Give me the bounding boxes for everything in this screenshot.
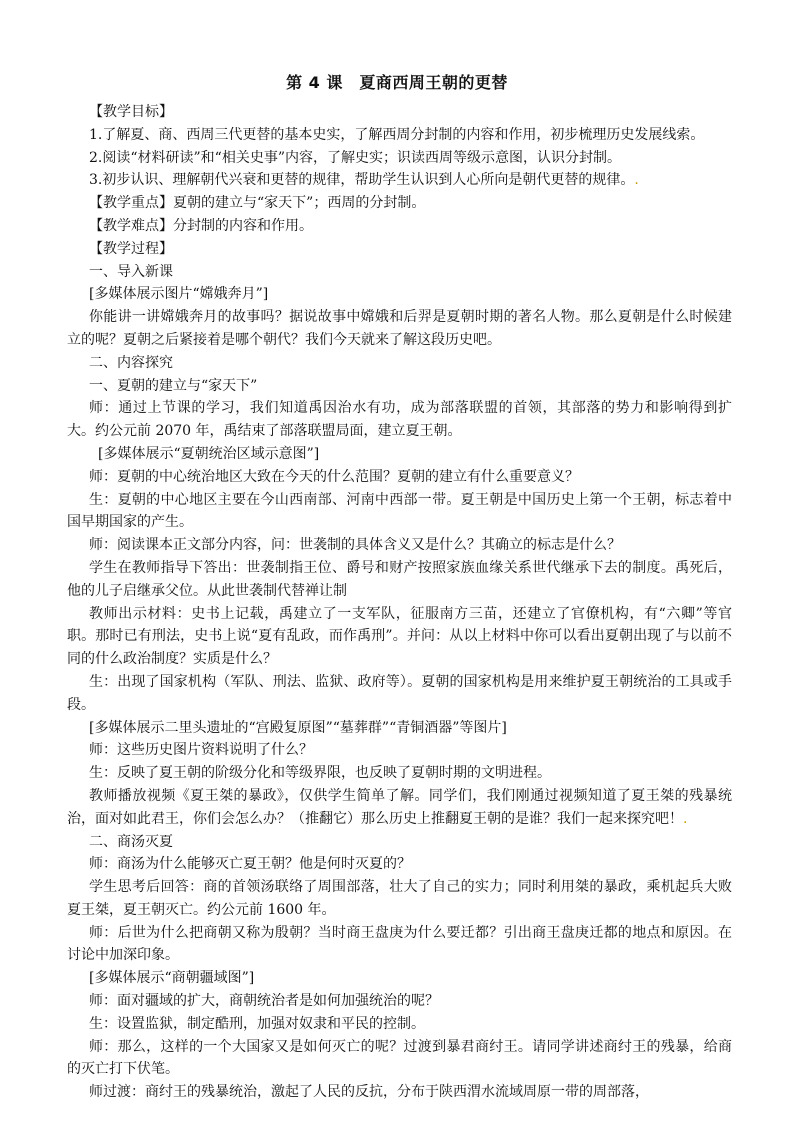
media-note: [多媒体展示二里头遗址的“宫殿复原图”“墓葬群”“青铜酒器”等图片] bbox=[89, 719, 507, 736]
paragraph: 学生思考后回答：商的首领汤联络了周围部落，壮大了自己的实力；同时利用桀的暴政，乘机起兵大败夏王桀，夏王朝灭亡。约公元前 1600 年。 bbox=[67, 879, 732, 918]
paragraph: 师：这些历史图片资料说明了什么？ bbox=[89, 742, 313, 759]
objective-2: 2.阅读“材料研读”和“相关史事”内容，了解史实；识读西周等级示意图，认识分封制。 bbox=[89, 149, 621, 166]
stray-mark: . bbox=[634, 172, 639, 189]
objective-1: 1.了解夏、商、西周三代更替的基本史实，了解西周分封制的内容和作用，初步梳理历史发展线索。 bbox=[89, 126, 705, 143]
media-note: [多媒体展示图片“嫦娥奔月”] bbox=[89, 286, 269, 303]
subheading-intro: 一、导入新课 bbox=[89, 263, 173, 280]
paragraph: 教师播放视频《夏王桀的暴政》，仅供学生简单了解。同学们，我们刚通过视频知道了夏王桀的残暴统治，面对如此君王，你们会怎么办？（推翻它）那么历史上推翻夏王朝的是谁？我们一起来探究吧！. bbox=[67, 787, 732, 827]
paragraph: 师过渡：商纣王的残暴统治，激起了人民的反抗，分布于陕西渭水流域周原一带的周部落， bbox=[89, 1084, 649, 1101]
difficult-points: 【教学难点】分封制的内容和作用。 bbox=[89, 217, 313, 234]
paragraph: 师：通过上节课的学习，我们知道禹因治水有功，成为部落联盟的首领，其部落的势力和影响得到扩大。约公元前 2070 年，禹结束了部落联盟局面，建立夏王朝。 bbox=[67, 400, 732, 440]
paragraph: 生：夏朝的中心地区主要在今山西南部、河南中西部一带。夏王朝是中国历史上第一个王朝，标志着中国早期国家的产生。 bbox=[67, 491, 732, 531]
paragraph: 你能讲一讲嫦娥奔月的故事吗？据说故事中嫦娥和后羿是夏朝时期的著名人物。那么夏朝是什么时候建立的呢？夏朝之后紧接着是哪个朝代？我们今天就来了解这段历史吧。 bbox=[67, 309, 732, 348]
key-points: 【教学重点】夏朝的建立与“家天下”；西周的分封制。 bbox=[89, 195, 426, 212]
lesson-body bbox=[67, 101, 732, 1104]
paragraph: 生：设置监狱，制定酷刑，加强对奴隶和平民的控制。 bbox=[89, 1015, 425, 1032]
paragraph: 师：商汤为什么能够灭亡夏王朝？他是何时灭夏的？ bbox=[89, 856, 411, 873]
subheading-shang: 二、商汤灭夏 bbox=[89, 833, 173, 850]
media-note: [多媒体展示“夏朝统治区域示意图”] bbox=[98, 445, 320, 462]
section-heading-process: 【教学过程】 bbox=[89, 240, 173, 257]
paragraph: 师：夏朝的中心统治地区大致在今天的什么范围？夏朝的建立有什么重要意义？ bbox=[89, 468, 579, 485]
paragraph: 生：出现了国家机构（军队、刑法、监狱、政府等）。夏朝的国家机构是用来维护夏王朝统治的工具或手段。 bbox=[67, 673, 732, 713]
paragraph: 教师出示材料：史书上记载，禹建立了一支军队，征服南方三苗，还建立了官僚机构，有“六卿”等官职。那时已有刑法，史书上说“夏有乱政，而作禹刑”。并问：从以上材料中你可以看出夏朝出现了与以前不同的什么政治制度？实质是什么？ bbox=[67, 605, 732, 668]
paragraph: 师：阅读课本正文部分内容，问：世袭制的具体含义又是什么？其确立的标志是什么？ bbox=[89, 537, 621, 554]
paragraph: 师：后世为什么把商朝又称为殷朝？当时商王盘庚为什么要迁都？引出商王盘庚迁都的地点和原因。在讨论中加深印象。 bbox=[67, 924, 732, 964]
section-heading-objectives: 【教学目标】 bbox=[89, 104, 173, 120]
paragraph: 师：面对疆域的扩大，商朝统治者是如何加强统治的呢？ bbox=[89, 993, 439, 1010]
subheading-xia: 一、夏朝的建立与“家天下” bbox=[89, 377, 258, 394]
stray-mark: . bbox=[683, 810, 688, 827]
paragraph: 师：那么，这样的一个大国家又是如何灭亡的呢？过渡到暴君商纣王。请同学讲述商纣王的残暴，给商的灭亡打下伏笔。 bbox=[67, 1038, 732, 1078]
subheading-explore: 二、内容探究 bbox=[89, 354, 173, 371]
media-note: [多媒体展示“商朝疆域图”] bbox=[89, 970, 255, 987]
objective-3: 3.初步认识、理解朝代兴衰和更替的规律，帮助学生认识到人心所向是朝代更替的规律。. bbox=[89, 172, 639, 189]
paragraph: 学生在教师指导下答出：世袭制指王位、爵号和财产按照家族血缘关系世代继承下去的制度。禹死后，他的儿子启继承父位。从此世袭制代替禅让制 bbox=[67, 559, 732, 599]
page-title: 第 4 课 夏商西周王朝的更替 bbox=[286, 73, 508, 92]
paragraph: 生：反映了夏王朝的阶级分化和等级界限，也反映了夏朝时期的文明进程。 bbox=[89, 765, 551, 782]
